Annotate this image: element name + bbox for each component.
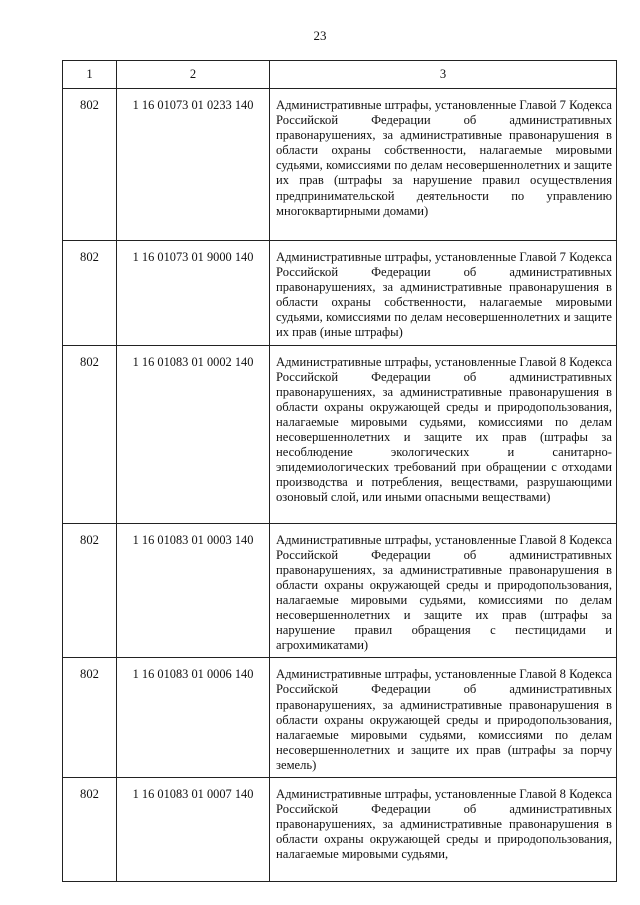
budget-code-cell: 1 16 01073 01 0233 140 bbox=[117, 89, 270, 241]
admin-code-cell: 802 bbox=[63, 89, 117, 241]
description-cell: Административные штрафы, установленные Главой 8 Кодекса Российской Федерации об административных правонарушениях, за административные правонарушения в области охраны окружающей среды и природопользования, налагаемые мировыми судьями, комиссиями по делам несовершеннолетних и защите их прав (штрафы за несоблюдение экологических и санитарно-эпидемиологических требований при обращении с отходами производства и потребления, веществами, разрушающими озоновый слой, или иными опасными веществами) bbox=[270, 345, 617, 523]
description-cell: Административные штрафы, установленные Главой 7 Кодекса Российской Федерации об административных правонарушениях, за административные правонарушения в области охраны собственности, налагаемые мировыми судьями, комиссиями по делам несовершеннолетних и защите их прав (иные штрафы) bbox=[270, 241, 617, 346]
header-row bbox=[63, 61, 617, 89]
page-number: 23 bbox=[313, 28, 327, 43]
admin-code-cell: 802 bbox=[63, 523, 117, 658]
table-row bbox=[63, 345, 617, 523]
budget-code-cell: 1 16 01083 01 0007 140 bbox=[117, 777, 270, 881]
description-cell: Административные штрафы, установленные Главой 8 Кодекса Российской Федерации об административных правонарушениях, за административные правонарушения в области охраны окружающей среды и природопользования, налагаемые мировыми судьями, bbox=[270, 777, 617, 881]
description-cell: Административные штрафы, установленные Главой 8 Кодекса Российской Федерации об административных правонарушениях, за административные правонарушения в области охраны окружающей среды и природопользования, налагаемые мировыми судьями, комиссиями по делам несовершеннолетних и защите их прав (штрафы за порчу земель) bbox=[270, 658, 617, 778]
admin-code-cell: 802 bbox=[63, 241, 117, 346]
header-col-3: 3 bbox=[270, 61, 617, 89]
revenue-codes-table bbox=[62, 60, 617, 882]
budget-code-cell: 1 16 01083 01 0006 140 bbox=[117, 658, 270, 778]
table-header bbox=[63, 61, 617, 89]
budget-code-cell: 1 16 01083 01 0003 140 bbox=[117, 523, 270, 658]
description-cell: Административные штрафы, установленные Главой 8 Кодекса Российской Федерации об административных правонарушениях, за административные правонарушения в области охраны окружающей среды и природопользования, налагаемые мировыми судьями, комиссиями по делам несовершеннолетних и защите их прав (штрафы за нарушение правил обращения с пестицидами и агрохимикатами) bbox=[270, 523, 617, 658]
table-body bbox=[63, 89, 617, 882]
header-col-2: 2 bbox=[117, 61, 270, 89]
table-row bbox=[63, 658, 617, 778]
table-row bbox=[63, 241, 617, 346]
description-cell: Административные штрафы, установленные Главой 7 Кодекса Российской Федерации об административных правонарушениях, за административные правонарушения в области охраны собственности, налагаемые мировыми судьями, комиссиями по делам несовершеннолетних и защите их прав (штрафы за нарушение правил осуществления предпринимательской деятельности по управлению многоквартирными домами) bbox=[270, 89, 617, 241]
table-row bbox=[63, 777, 617, 881]
table-row bbox=[63, 523, 617, 658]
admin-code-cell: 802 bbox=[63, 658, 117, 778]
admin-code-cell: 802 bbox=[63, 345, 117, 523]
budget-code-cell: 1 16 01073 01 9000 140 bbox=[117, 241, 270, 346]
budget-code-cell: 1 16 01083 01 0002 140 bbox=[117, 345, 270, 523]
table-row bbox=[63, 89, 617, 241]
header-col-1: 1 bbox=[63, 61, 117, 89]
admin-code-cell: 802 bbox=[63, 777, 117, 881]
